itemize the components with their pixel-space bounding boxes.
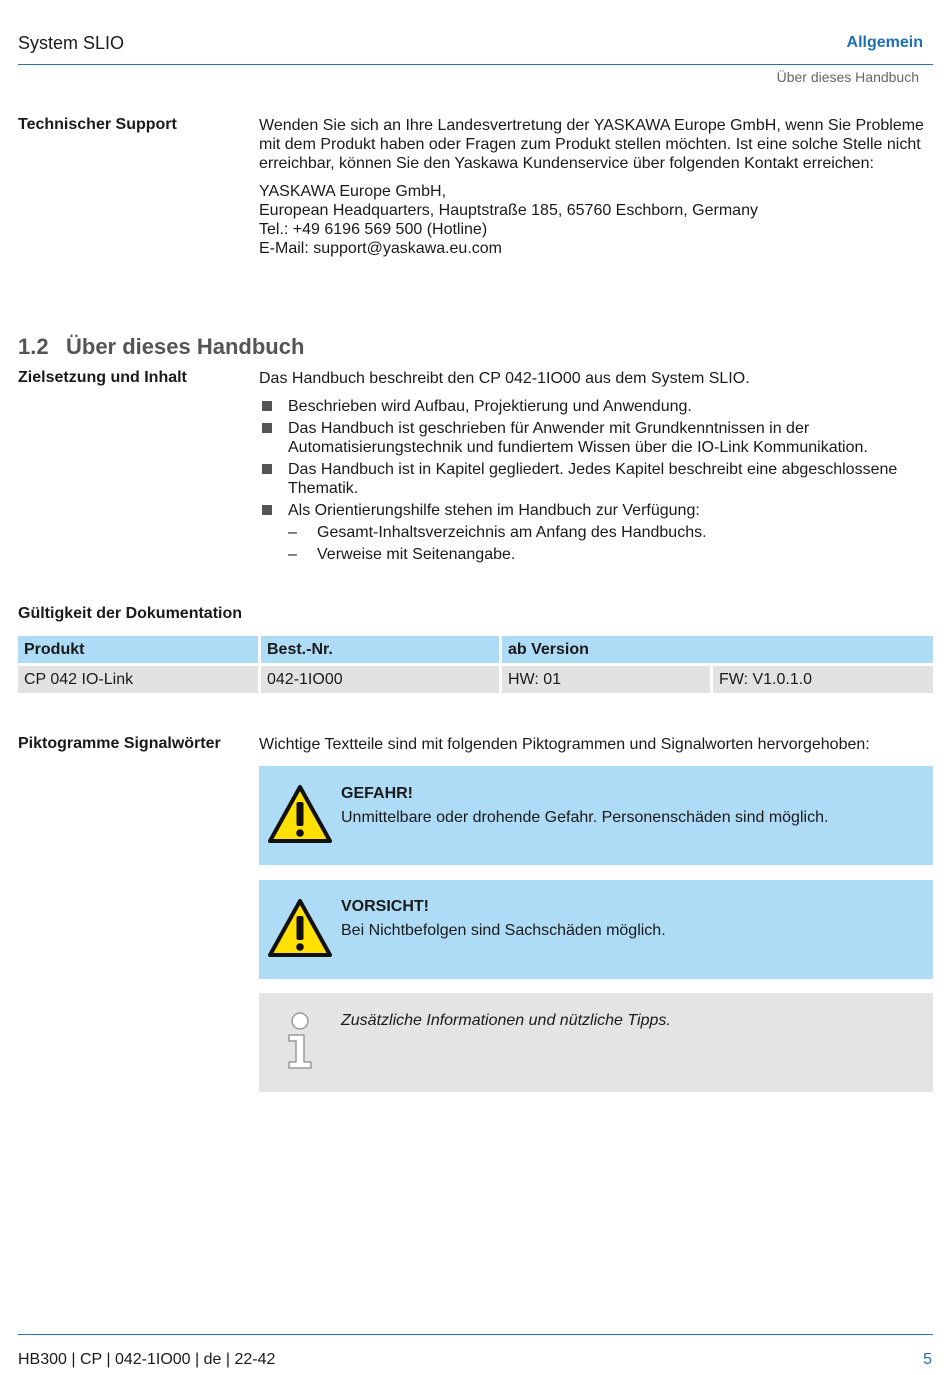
caution-text: Bei Nichtbefolgen sind Sachschäden möglich.	[341, 922, 666, 939]
list-item-text: Das Handbuch ist in Kapitel gegliedert. Jedes Kapitel beschreibt eine abgeschlossene Thematik.	[288, 461, 898, 497]
list-item-text: Als Orientierungshilfe stehen im Handbuch zur Verfügung:	[288, 502, 700, 519]
pikto-label: Piktogramme Signalwörter	[18, 735, 221, 752]
address-line: Tel.: +49 6196 569 500 (Hotline)	[259, 221, 488, 238]
list-item-text: Beschrieben wird Aufbau, Projektierung und Anwendung.	[288, 398, 692, 415]
header-chapter: Allgemein	[846, 34, 923, 51]
warning-triangle-icon	[267, 784, 333, 844]
header-title: System SLIO	[18, 33, 125, 53]
ziel-bullet-list	[259, 397, 931, 520]
list-item	[259, 397, 931, 416]
danger-box	[259, 766, 933, 865]
caution-box	[259, 880, 933, 979]
footer-page-number: 5	[923, 1351, 932, 1368]
column-header-version: ab Version	[502, 636, 933, 663]
dash-item-text: Gesamt-Inhaltsverzeichnis am Anfang des Handbuchs.	[317, 524, 707, 541]
table-cell: HW: 01	[502, 666, 710, 693]
info-text: Zusätzliche Informationen und nützliche Tipps.	[341, 1012, 671, 1029]
ziel-intro: Das Handbuch beschreibt den CP 042-1IO00 aus dem System SLIO.	[259, 370, 750, 387]
ziel-block	[259, 369, 931, 567]
list-item	[259, 501, 931, 520]
list-item	[259, 460, 931, 498]
table-cell: CP 042 IO-Link	[18, 666, 258, 693]
header-divider	[18, 64, 933, 65]
pikto-intro: Wichtige Textteile sind mit folgenden Piktogrammen und Signalworten hervorgehoben:	[259, 736, 870, 753]
header-subchapter: Über dieses Handbuch	[776, 69, 919, 85]
section-number: 1.2	[18, 334, 49, 359]
info-box	[259, 993, 933, 1092]
table-cell: 042-1IO00	[261, 666, 499, 693]
bullet-square-icon	[262, 505, 272, 515]
caution-title: VORSICHT!	[341, 898, 429, 915]
address-line: E-Mail: support@yaskawa.eu.com	[259, 240, 502, 257]
column-header-product: Produkt	[18, 636, 258, 663]
section-heading	[18, 334, 304, 360]
table-cell: FW: V1.0.1.0	[713, 666, 933, 693]
footer-divider	[18, 1334, 933, 1335]
support-label: Technischer Support	[18, 116, 177, 133]
danger-title: GEFAHR!	[341, 785, 413, 802]
column-header-order-number: Best.-Nr.	[261, 636, 499, 663]
section-title: Über dieses Handbuch	[66, 334, 305, 359]
validity-label: Gültigkeit der Dokumentation	[18, 605, 243, 622]
validity-table	[15, 633, 936, 696]
dash-item-text: Verweise mit Seitenangabe.	[317, 546, 516, 563]
ziel-label: Zielsetzung und Inhalt	[18, 369, 187, 386]
dash-item	[259, 545, 931, 564]
address-line: YASKAWA Europe GmbH,	[259, 183, 447, 200]
address-line: European Headquarters, Hauptstraße 185, 65760 Eschborn, Germany	[259, 202, 758, 219]
danger-text: Unmittelbare oder drohende Gefahr. Personenschäden sind möglich.	[341, 809, 829, 826]
bullet-square-icon	[262, 464, 272, 474]
dash-icon: –	[288, 546, 297, 563]
info-icon	[283, 1011, 317, 1071]
list-item-text: Das Handbuch ist geschrieben für Anwender mit Grundkenntnissen in der Automatisierungstechnik und fundiertem Wissen über die IO-Link Kommunikation.	[288, 420, 868, 456]
table-header-row	[18, 636, 933, 663]
bullet-square-icon	[262, 423, 272, 433]
support-paragraph: Wenden Sie sich an Ihre Landesvertretung der YASKAWA Europe GmbH, wenn Sie Probleme mit dem Produkt haben oder Fragen zum Produkt stellen möchten. Ist eine solche Stelle nicht erreichbar, können Sie den Yaskawa Kundenservice über folgenden Kontakt erreichen:	[259, 117, 924, 172]
support-block	[259, 116, 931, 258]
bullet-square-icon	[262, 401, 272, 411]
dash-icon: –	[288, 524, 297, 541]
support-address	[259, 182, 931, 258]
footer-document-id: HB300 | CP | 042-1IO00 | de | 22-42	[18, 1351, 276, 1368]
list-item	[259, 419, 931, 457]
table-row	[18, 666, 933, 693]
dash-item	[259, 523, 931, 542]
warning-triangle-icon	[267, 898, 333, 958]
